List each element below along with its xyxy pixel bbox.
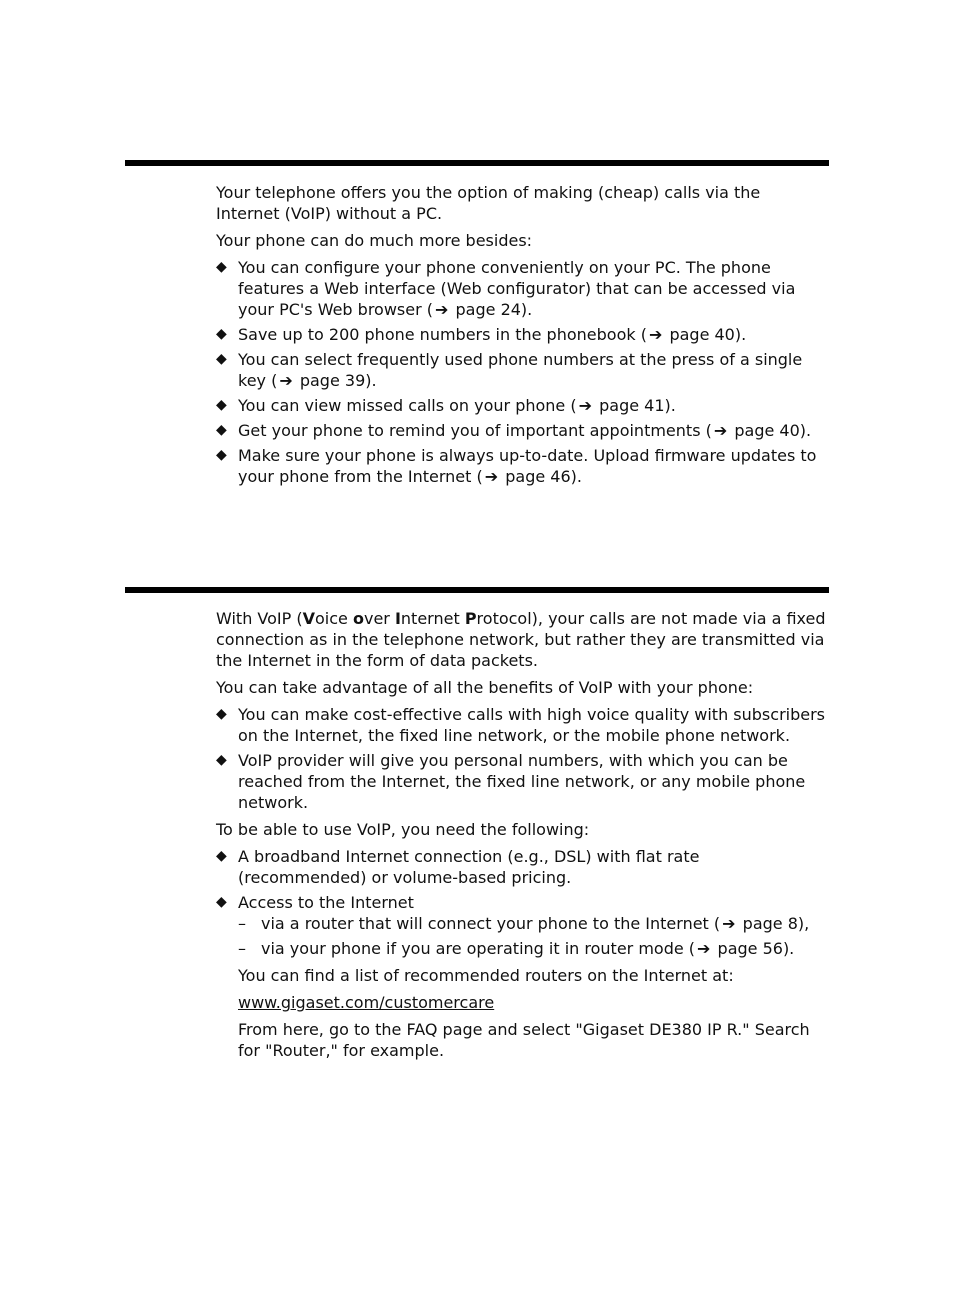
diamond-bullet-icon: ◆ [216, 894, 227, 910]
page-reference: page 39 [299, 371, 366, 390]
diamond-bullet-icon: ◆ [216, 752, 227, 768]
list-item: ◆ You can configure your phone conveniently on your PC. The phone features a Web interface (Web configurator) that can be accessed via your PC's Web browser ( ➔ page 24). [216, 258, 796, 319]
diamond-bullet-icon: ◆ [216, 422, 227, 438]
features-lead: Your phone can do much more besides: [216, 231, 533, 250]
diamond-bullet-icon: ◆ [216, 848, 227, 864]
list-item: ◆ Access to the Internet – via a router that will connect your phone to the Internet ( ➔ page 8), – via your phone if you are operating it in router mode ( ➔ page 56). [216, 892, 828, 959]
list-item: ◆ You can select frequently used phone numbers at the press of a single key ( ➔ page 39). [216, 350, 803, 390]
list-item: ◆ A broadband Internet connection (e.g., DSL) with flat rate (recommended) or volume-based pricing. [216, 847, 700, 887]
arrow-right-icon: ➔ [578, 396, 593, 415]
list-item: ◆ You can make cost-effective calls with high voice quality with subscribers on the Internet, the fixed line network, or the mobile phone network. [216, 705, 825, 745]
diamond-bullet-icon: ◆ [216, 447, 227, 463]
voip-benefits-lead: You can take advantage of all the benefits of VoIP with your phone: [216, 678, 754, 697]
url-paragraph [216, 992, 828, 1013]
dash-bullet-icon: – [238, 914, 246, 933]
page-reference: page 40 [734, 421, 800, 440]
arrow-right-icon: ➔ [435, 300, 449, 319]
voip-intro: With VoIP (Voice over Internet Protocol), your calls are not made via a fixed connection as in the telephone network, but rather they are transmitted via the Internet in the form of data packets. [216, 609, 826, 670]
page-reference: page 46 [505, 467, 571, 486]
voip-requirements-list [216, 846, 828, 959]
arrow-right-icon: ➔ [279, 371, 293, 390]
list-item: ◆ Make sure your phone is always up-to-date. Upload firmware updates to your phone from the Internet ( ➔ page 46). [216, 446, 817, 486]
sub-list-item: – via a router that will connect your phone to the Internet ( ➔ page 8), [238, 914, 810, 933]
diamond-bullet-icon: ◆ [216, 326, 227, 342]
list-item: ◆ You can view missed calls on your phone ( ➔ page 41). [216, 396, 676, 415]
access-options-list [238, 913, 828, 959]
page-reference: page 40 [669, 325, 735, 344]
sub-list-item: – via your phone if you are operating it in router mode ( ➔ page 56). [238, 939, 795, 958]
page-reference: page 24 [455, 300, 521, 319]
diamond-bullet-icon: ◆ [216, 397, 227, 413]
section-rule-1 [125, 160, 829, 166]
customercare-link[interactable]: www.gigaset.com/customercare [238, 993, 495, 1012]
voip-benefits-list [216, 704, 828, 813]
section-voip [216, 608, 828, 1067]
arrow-right-icon: ➔ [648, 325, 663, 344]
list-item: ◆ Get your phone to remind you of important appointments ( ➔ page 40). [216, 421, 812, 440]
page-reference: page 8 [742, 914, 798, 933]
arrow-right-icon: ➔ [713, 421, 728, 440]
page-reference: page 56 [717, 939, 783, 958]
router-list-text: You can find a list of recommended routers on the Internet at: [238, 966, 734, 985]
faq-instructions: From here, go to the FAQ page and select "Gigaset DE380 IP R." Search for "Router," for example. [238, 1020, 810, 1060]
list-item: ◆ VoIP provider will give you personal numbers, with which you can be reached from the Internet, the fixed line network, or any mobile phone network. [216, 751, 806, 812]
list-item: ◆ Save up to 200 phone numbers in the phonebook ( ➔ page 40). [216, 325, 747, 344]
features-intro: Your telephone offers you the option of making (cheap) calls via the Internet (VoIP) without a PC. [216, 183, 761, 223]
arrow-right-icon: ➔ [697, 939, 711, 958]
arrow-right-icon: ➔ [722, 914, 736, 933]
page-reference: page 41 [599, 396, 665, 415]
diamond-bullet-icon: ◆ [216, 706, 227, 722]
features-list [216, 257, 828, 487]
diamond-bullet-icon: ◆ [216, 259, 227, 275]
voip-requirements-lead: To be able to use VoIP, you need the following: [216, 820, 590, 839]
section-features [216, 182, 828, 493]
dash-bullet-icon: – [238, 939, 246, 958]
section-rule-2 [125, 587, 829, 593]
arrow-right-icon: ➔ [484, 467, 499, 486]
diamond-bullet-icon: ◆ [216, 351, 227, 367]
